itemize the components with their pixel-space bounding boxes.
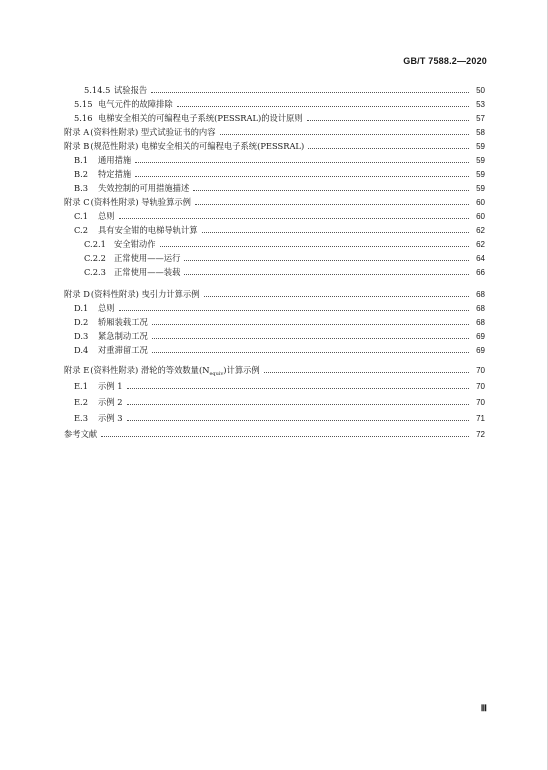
toc-entry[interactable] <box>84 83 485 97</box>
toc-entry[interactable] <box>74 395 485 409</box>
toc-entry-title-text: 参考文献 <box>64 429 98 439</box>
toc-entry-number: D.1 <box>74 303 89 313</box>
toc-entry-number: C.2.1 <box>84 239 106 249</box>
toc-entry-page-number: 69 <box>476 331 485 341</box>
toc-entry-number: D.4 <box>74 345 89 355</box>
dot-leader <box>152 338 469 339</box>
standard-code: GB/T 7588.2—2020 <box>403 56 487 66</box>
toc-entry[interactable] <box>74 343 485 357</box>
dot-leader <box>184 260 469 261</box>
toc-entry[interactable] <box>64 195 485 209</box>
toc-entry-title-text: 电气元件的故障排除 <box>98 99 173 109</box>
toc-entry-number: B.1 <box>74 155 89 165</box>
toc-entry-page-number: 62 <box>476 239 485 249</box>
toc-entry-title <box>91 196 191 208</box>
toc-entry-page-number: 72 <box>476 429 485 439</box>
toc-entry-title-text: 通用措施 <box>98 155 132 165</box>
toc-entry-page-number: 68 <box>476 317 485 327</box>
toc-entry-page-number: 71 <box>476 413 485 423</box>
toc-entry-title-text: 试验报告 <box>114 85 148 95</box>
toc-entry[interactable] <box>74 181 485 195</box>
toc-entry-page-number: 64 <box>476 253 485 263</box>
toc-entry-title <box>90 126 215 138</box>
toc-entry-title <box>114 84 147 96</box>
toc-entry[interactable] <box>74 97 485 111</box>
toc-entry[interactable] <box>64 427 485 441</box>
toc-entry-title <box>114 252 180 264</box>
toc-entry-number: 附录 A <box>64 127 90 137</box>
toc-entry[interactable] <box>74 167 485 181</box>
toc-entry-title-text: (资料性附录) 型式试验证书的内容 <box>90 127 216 137</box>
toc-entry-title-subscript: equiv <box>209 370 224 377</box>
toc-entry-title <box>98 154 131 166</box>
toc-entry-number: 附录 C <box>64 197 90 207</box>
toc-entry-title <box>98 316 148 328</box>
dot-leader <box>151 92 469 93</box>
toc-entry-number: E.2 <box>74 397 88 407</box>
toc-entry-page-number: 68 <box>476 303 485 313</box>
toc-entry-page-number: 66 <box>476 267 485 277</box>
toc-entry-page-number: 70 <box>476 381 485 391</box>
toc-entry-title-text: 失效控制的可用措施描述 <box>98 183 190 193</box>
toc-entry-page-number: 59 <box>476 183 485 193</box>
toc-entry-title <box>98 98 173 110</box>
toc-entry-title <box>98 302 115 314</box>
toc-entry-title <box>114 238 156 250</box>
toc-entry-number: C.1 <box>74 211 88 221</box>
toc-entry-page-number: 59 <box>476 155 485 165</box>
toc-entry-number: C.2.2 <box>84 253 106 263</box>
dot-leader <box>127 388 469 389</box>
toc-entry-number: 附录 E <box>64 365 90 375</box>
toc-entry-title-text: 示例 3 <box>98 413 123 423</box>
toc-entry-number: 5.15 <box>74 99 93 109</box>
dot-leader <box>193 190 469 191</box>
dot-leader <box>184 274 469 275</box>
toc-entry-number: D.3 <box>74 331 89 341</box>
toc-entry-title-text: 示例 2 <box>98 397 123 407</box>
toc-entry[interactable] <box>74 329 485 343</box>
toc-entry[interactable] <box>74 315 485 329</box>
dot-leader <box>152 324 469 325</box>
toc-entry-page-number: 60 <box>476 211 485 221</box>
toc-entry-number: E.3 <box>74 413 88 423</box>
toc-entry[interactable] <box>74 223 485 237</box>
toc-entry-page-number: 70 <box>476 397 485 407</box>
toc-entry[interactable] <box>84 237 485 251</box>
dot-leader <box>204 296 469 297</box>
toc-entry-title-text: 总则 <box>98 303 115 313</box>
dot-leader <box>264 372 469 373</box>
toc-entry-title <box>91 288 200 300</box>
dot-leader <box>135 176 469 177</box>
toc-entry-page-number: 70 <box>476 365 485 375</box>
toc-entry-number: D.2 <box>74 317 89 327</box>
toc-entry-title <box>98 396 123 408</box>
dot-leader <box>160 246 470 247</box>
toc-entry[interactable] <box>74 209 485 223</box>
toc-entry-number: C.2.3 <box>84 267 106 277</box>
toc-entry-title-text: (资料性附录) 滑轮的等效数量(N <box>90 364 210 375</box>
toc-entry-title <box>98 224 198 236</box>
dot-leader <box>220 134 469 135</box>
dot-leader <box>308 148 469 149</box>
dot-leader <box>127 404 469 405</box>
dot-leader <box>152 352 469 353</box>
toc-entry[interactable] <box>74 111 485 125</box>
toc-entry-title <box>90 140 304 152</box>
toc-entry[interactable] <box>84 265 485 279</box>
dot-leader <box>195 204 469 205</box>
toc-entry[interactable] <box>64 139 485 153</box>
toc-entry-title-text: 电梯安全相关的可编程电子系统(PESSRAL)的设计原则 <box>98 113 303 123</box>
toc-entry-title <box>64 428 97 440</box>
toc-entry-title-text: 具有安全钳的电梯导轨计算 <box>98 225 198 235</box>
toc-entry-page-number: 62 <box>476 225 485 235</box>
toc-entry-page-number: 59 <box>476 141 485 151</box>
toc-entry-page-number: 50 <box>476 85 485 95</box>
toc-entry-number: C.2 <box>74 225 88 235</box>
toc-entry-title <box>90 364 259 377</box>
toc-entry[interactable] <box>64 125 485 139</box>
toc-entry-title-text: (规范性附录) 电梯安全相关的可编程电子系统(PESSRAL) <box>90 141 305 151</box>
toc-entry-title-text: 紧急制动工况 <box>98 331 148 341</box>
dot-leader <box>101 436 469 437</box>
toc-entry-title-text: 总则 <box>98 211 115 221</box>
toc-entry[interactable] <box>64 287 485 301</box>
toc-entry-number: 5.14.5 <box>84 85 111 95</box>
toc-entry-title-text: (资料性附录) 导轨验算示例 <box>90 197 191 207</box>
toc-entry-title <box>98 412 123 424</box>
toc-entry-page-number: 60 <box>476 197 485 207</box>
toc-entry[interactable] <box>74 153 485 167</box>
toc-entry[interactable] <box>74 301 485 315</box>
toc-entry-title <box>98 182 189 194</box>
toc-entry-page-number: 59 <box>476 169 485 179</box>
toc-entry-title-text: 正常使用——装载 <box>114 267 181 277</box>
toc-entry-title <box>98 330 148 342</box>
toc-entry-title-text: 安全钳动作 <box>114 239 156 249</box>
toc-entry-number: 附录 D <box>64 289 90 299</box>
toc-entry-title-text: 正常使用——运行 <box>114 253 181 263</box>
toc-entry-title-text: 轿厢装载工况 <box>98 317 148 327</box>
toc-entry-number: 5.16 <box>74 113 93 123</box>
toc-entry-title <box>114 266 180 278</box>
toc-entry-title-text: (资料性附录) 曳引力计算示例 <box>90 289 200 299</box>
toc-entry-title <box>98 210 115 222</box>
toc-entry[interactable] <box>74 379 485 393</box>
toc-entry-title <box>98 380 123 392</box>
toc-entry-number: 附录 B <box>64 141 90 151</box>
toc-entry-title <box>98 168 131 180</box>
dot-leader <box>127 420 469 421</box>
toc-entry-page-number: 53 <box>476 99 485 109</box>
toc-entry-title <box>98 112 303 124</box>
toc-entry-number: E.1 <box>74 381 88 391</box>
dot-leader <box>202 232 469 233</box>
toc-entry-title-text: 特定措施 <box>98 169 132 179</box>
page-numeral: Ⅲ <box>480 703 487 713</box>
toc-entry-title-tail: )计算示例 <box>223 364 260 375</box>
toc-entry-title-text: 对重滞留工况 <box>98 345 148 355</box>
dot-leader <box>119 218 469 219</box>
toc-entry-number: B.2 <box>74 169 89 179</box>
dot-leader <box>135 162 469 163</box>
toc-entry-page-number: 58 <box>476 127 485 137</box>
dot-leader <box>177 106 469 107</box>
dot-leader <box>307 120 469 121</box>
dot-leader <box>119 310 469 311</box>
toc-entry-title-text: 示例 1 <box>98 381 123 391</box>
toc-entry-title <box>98 344 148 356</box>
toc-entry[interactable] <box>64 363 485 377</box>
toc-entry[interactable] <box>74 411 485 425</box>
toc-entry-number: B.3 <box>74 183 89 193</box>
toc-entry-page-number: 68 <box>476 289 485 299</box>
toc-entry-page-number: 69 <box>476 345 485 355</box>
toc-entry[interactable] <box>84 251 485 265</box>
toc-entry-page-number: 57 <box>476 113 485 123</box>
